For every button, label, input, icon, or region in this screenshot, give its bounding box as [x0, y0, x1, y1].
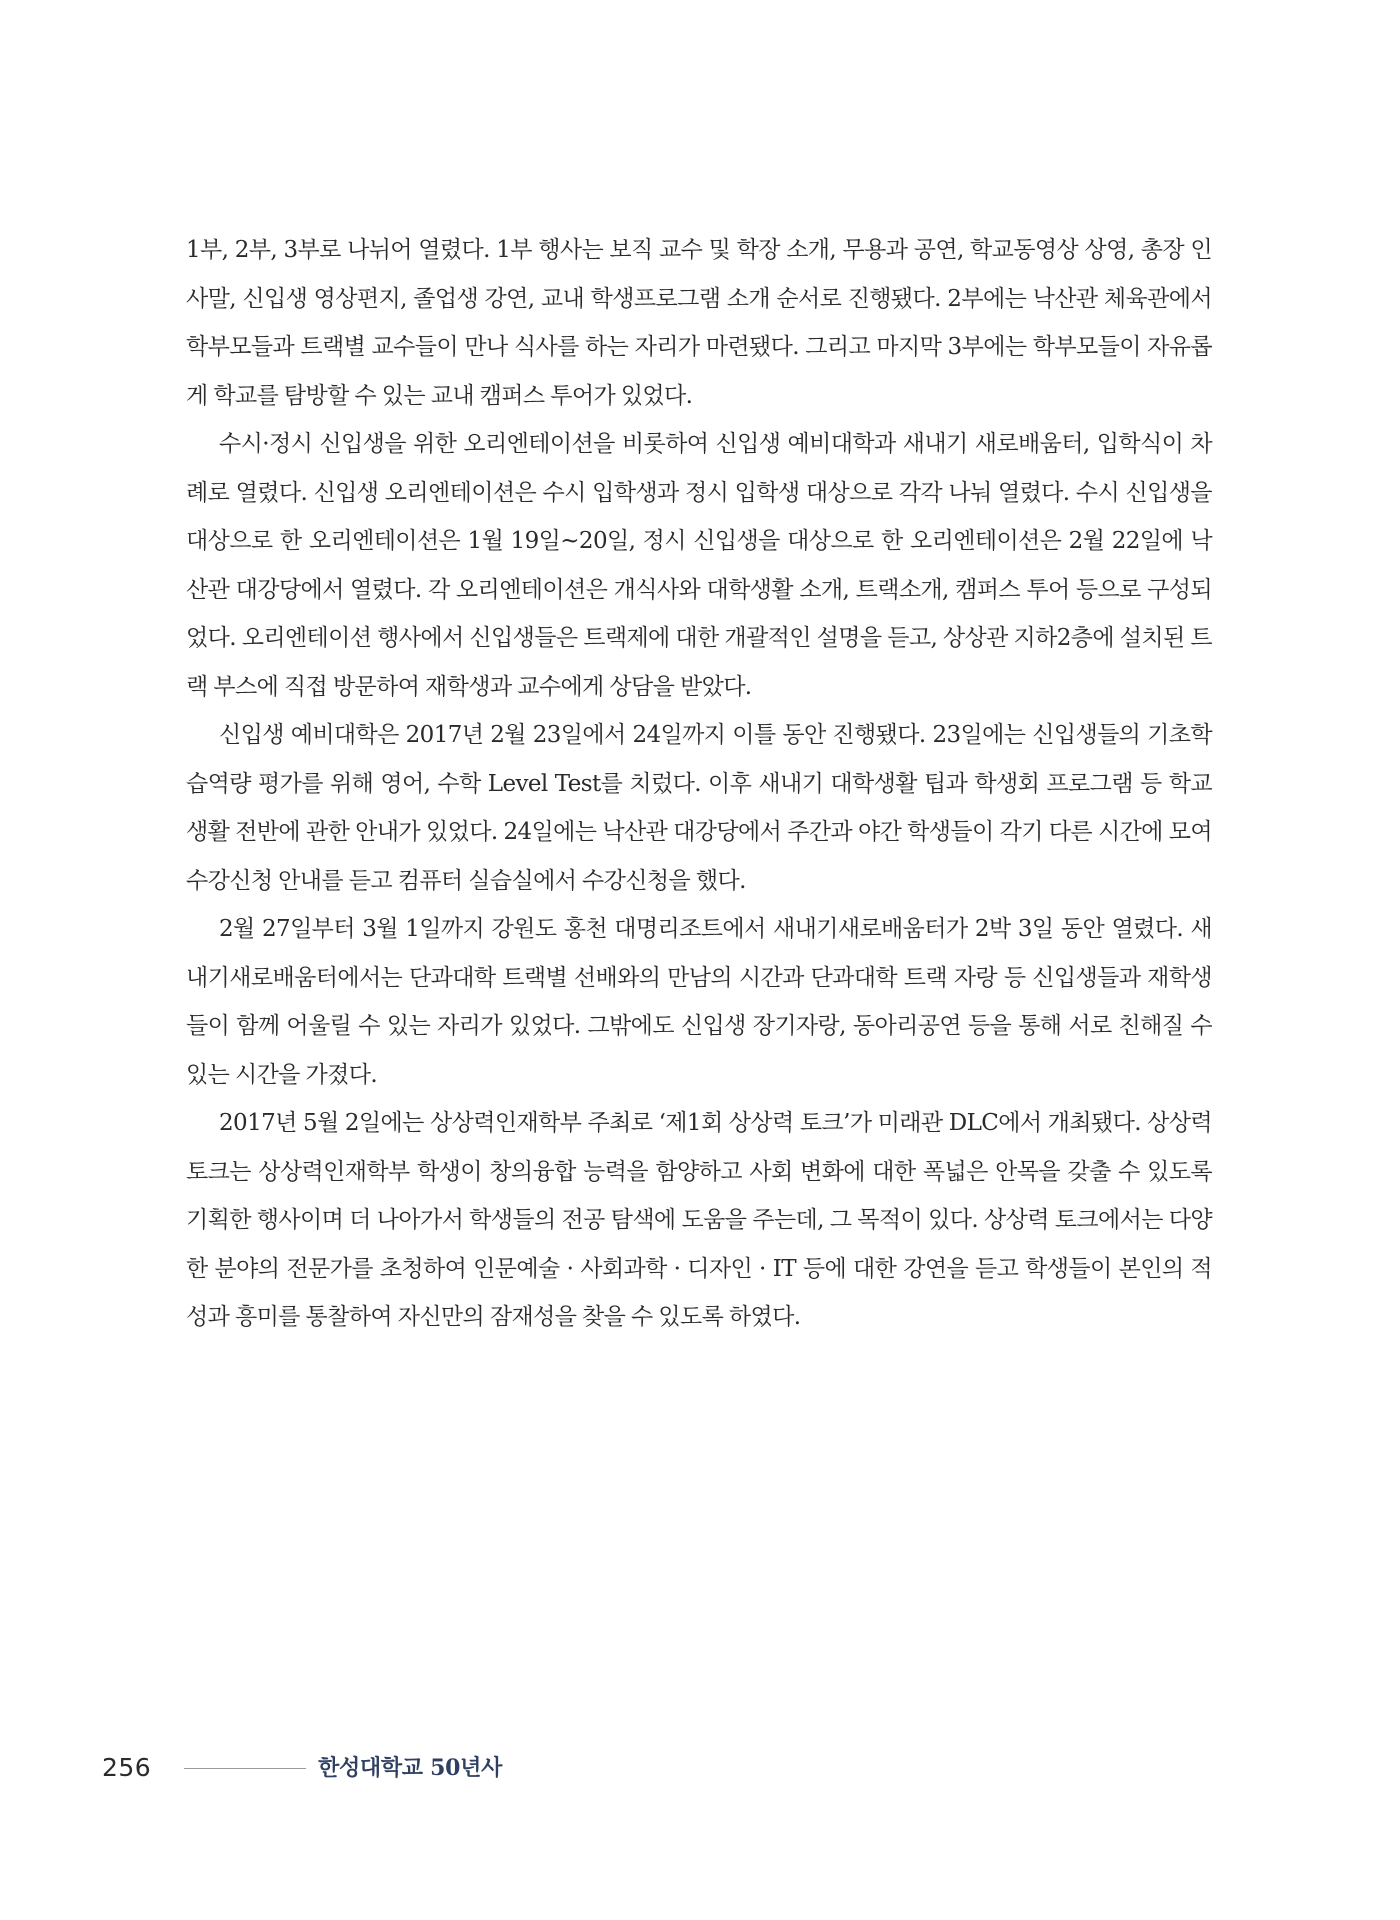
body-text	[186, 226, 1212, 1342]
paragraph-3: 신입생 예비대학은 2017년 2월 23일에서 24일까지 이틀 동안 진행됐다. 23일에는 신입생들의 기초학습역량 평가를 위해 영어, 수학 Level Test를 치렀다. 이후 새내기 대학생활 팁과 학생회 프로그램 등 학교생활 전반에 관한 안내가 있었다. 24일에는 낙산관 대강당에서 주간과 야간 학생들이 각기 다른 시간에 모여 수강신청 안내를 듣고 컴퓨터 실습실에서 수강신청을 했다.	[186, 722, 1212, 894]
paragraph-2: 수시·정시 신입생을 위한 오리엔테이션을 비롯하여 신입생 예비대학과 새내기 새로배움터, 입학식이 차례로 열렸다. 신입생 오리엔테이션은 수시 입학생과 정시 입학생 대상으로 각각 나눠 열렸다. 수시 신입생을 대상으로 한 오리엔테이션은 1월 19일~20일, 정시 신입생을 대상으로 한 오리엔테이션은 2월 22일에 낙산관 대강당에서 열렸다. 각 오리엔테이션은 개식사와 대학생활 소개, 트랙소개, 캠퍼스 투어 등으로 구성되었다. 오리엔테이션 행사에서 신입생들은 트랙제에 대한 개괄적인 설명을 듣고, 상상관 지하2층에 설치된 트랙 부스에 직접 방문하여 재학생과 교수에게 상담을 받았다.	[186, 431, 1212, 700]
paragraph-5: 2017년 5월 2일에는 상상력인재학부 주최로 ‘제1회 상상력 토크’가 미래관 DLC에서 개최됐다. 상상력 토크는 상상력인재학부 학생이 창의융합 능력을 함양하고 사회 변화에 대한 폭넓은 안목을 갖출 수 있도록 기획한 행사이며 더 나아가서 학생들의 전공 탐색에 도움을 주는데, 그 목적이 있다. 상상력 토크에서는 다양한 분야의 전문가를 초청하여 인문예술 · 사회과학 · 디자인 · IT 등에 대한 강연을 듣고 학생들이 본인의 적성과 흥미를 통찰하여 자신만의 잠재성을 찾을 수 있도록 하였다.	[186, 1110, 1212, 1330]
paragraph-4: 2월 27일부터 3월 1일까지 강원도 홍천 대명리조트에서 새내기새로배움터가 2박 3일 동안 열렸다. 새내기새로배움터에서는 단과대학 트랙별 선배와의 만남의 시간과 단과대학 트랙 자랑 등 신입생들과 재학생들이 함께 어울릴 수 있는 자리가 있었다. 그밖에도 신입생 장기자랑, 동아리공연 등을 통해 서로 친해질 수 있는 시간을 가졌다.	[186, 916, 1212, 1088]
footer-divider	[184, 1768, 306, 1769]
page-footer	[0, 1748, 1400, 1788]
page-number: 256	[102, 1753, 152, 1782]
running-title: 한성대학교 50년사	[318, 1755, 503, 1781]
paragraph-1: 1부, 2부, 3부로 나뉘어 열렸다. 1부 행사는 보직 교수 및 학장 소개, 무용과 공연, 학교동영상 상영, 총장 인사말, 신입생 영상편지, 졸업생 강연, 교내 학생프로그램 소개 순서로 진행됐다. 2부에는 낙산관 체육관에서 학부모들과 트랙별 교수들이 만나 식사를 하는 자리가 마련됐다. 그리고 마지막 3부에는 학부모들이 자유롭게 학교를 탐방할 수 있는 교내 캠퍼스 투어가 있었다.	[186, 237, 1212, 409]
